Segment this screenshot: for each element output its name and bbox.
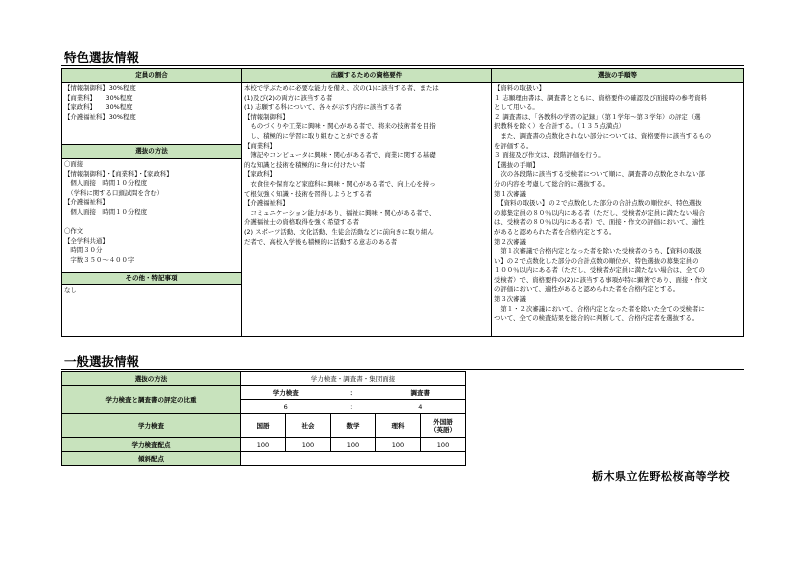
method-header: 選抜の方法 (62, 145, 242, 159)
subject-science: 理科 (376, 414, 421, 438)
procedure-line: 第１・２次審議において、合格内定となった者を除いた全ての受検者に (494, 304, 705, 313)
procedure-header: 選抜の手順等 (492, 69, 744, 83)
ratio-head-colon: ： (331, 386, 376, 400)
requirement-line: 【介護福祉科】 (244, 199, 289, 208)
procedure-line: 【資料の取扱い】 (494, 84, 546, 92)
ippan-ratio-label: 学力検査と調査書の評定の比重 (62, 386, 241, 414)
procedure-line: を評価する。 (494, 141, 533, 150)
ratio-line: 【家政科】 30%程度 (64, 103, 133, 112)
points-english: 100 (421, 438, 466, 452)
other-header: その他・特記事項 (62, 273, 242, 285)
procedure-line: 次の各段階に該当する受検者について順に、調査書の点数化されない部 (494, 170, 705, 179)
requirement-line: 【商業科】 (244, 141, 276, 150)
procedure-line: 第１次審議 (494, 189, 526, 198)
tokushoku-table (61, 68, 744, 337)
procedure-cell (492, 83, 744, 337)
procedure-line: 受検者）で、資格要件の(2)に該当する事項が特に顕著であり、面接・作文 (494, 275, 708, 284)
procedure-line: ３ 面接及び作文は、段階評価を行う。 (494, 151, 605, 160)
method-line: 時間３０分 (64, 246, 103, 255)
method-line: 【介護福祉科】 (64, 198, 109, 207)
method-cell (62, 159, 242, 273)
method-line: （学科に関する口頭試問を含む） (64, 188, 164, 197)
requirement-line: 【家政科】 (244, 170, 276, 179)
ippan-title-rule (61, 369, 744, 370)
ippan-title: 一般選抜情報 (64, 354, 140, 369)
procedure-line: があると認められた者を合格内定とする。 (494, 227, 616, 236)
subject-japanese: 国語 (241, 414, 286, 438)
procedure-line: い】の２で点数化した部分の合計点数の順位が、特色選抜の募集定員の (494, 256, 699, 265)
tokushoku-title-rule (61, 65, 744, 66)
ippan-method-value: 学力検査・調査書・集団面接 (241, 372, 466, 386)
requirement-line: 介護福祉士の資格取得を強く希望する者 (244, 218, 360, 227)
requirement-line: 簿記やコンピュータに興味・関心がある者で、商業に関する基礎 (244, 151, 436, 160)
procedure-line: ２ 調査書は、「各教科の学習の記録」（第１学年～第３学年）の評定（選 (494, 112, 701, 121)
ratio-head-right: 調査書 (376, 386, 466, 400)
points-science: 100 (376, 438, 421, 452)
tilt-value (241, 452, 466, 466)
method-line (64, 218, 239, 228)
requirement-line: 【情報制御科】 (244, 112, 289, 121)
procedure-line: 択教科を除く）を合計する。（１３５点満点） (494, 122, 626, 131)
procedure-line: また、調査書の点数化されない部分については、資格要件に該当するもの (494, 131, 712, 140)
subject-social: 社会 (286, 414, 331, 438)
requirement-line: 衣食住や保育など家庭科に興味・関心がある者で、向上心を持っ (244, 179, 436, 188)
requirement-line: 本校で学ぶために必要な能力を備え、次の(1)に該当する者、または (244, 84, 439, 92)
requirement-line: だ者で、高校入学後も積極的に活動する意志のある者 (244, 237, 398, 246)
procedure-line: １ 志願理由書は、調査書とともに、資格要件の確認及び面接時の参考資料 (494, 93, 707, 102)
requirements-header: 出願するための資格要件 (242, 69, 492, 83)
requirement-line: (1) 志願する科について、各々が示す内容に該当する者 (244, 103, 402, 112)
points-japanese: 100 (241, 438, 286, 452)
procedure-line: 【選抜の手順】 (494, 160, 539, 169)
procedure-line: の募集定員の８０％以内にある者（ただし、受検者が定員に満たない場合 (494, 208, 705, 217)
requirement-line: (2) スポーツ活動、文化活動、生徒会活動などに前向きに取り組ん (244, 227, 434, 236)
requirement-line: て根気強く知識・技術を習得しようとする者 (244, 189, 372, 198)
points-math: 100 (331, 438, 376, 452)
procedure-line: の評価において、適性があると認められた者を合格内定とする。 (494, 285, 680, 294)
ratio-left-value: 6 (241, 400, 331, 414)
requirements-cell (242, 83, 492, 337)
ratio-line: 【情報制御科】30%程度 (64, 84, 136, 92)
subject-math: 数学 (331, 414, 376, 438)
procedure-line: １００％以内にある者（ただし、受検者が定員に満たない場合は、全ての (494, 266, 705, 275)
procedure-line: 【資料の取扱い】の２で点数化した部分の合計点数の順位が、特色選抜 (494, 199, 702, 208)
method-line: 〇作文 (64, 227, 84, 236)
points-label: 学力検査配点 (62, 438, 241, 452)
method-line: 【全学科共通】 (64, 236, 109, 245)
method-line: 字数３５０～４００字 (64, 255, 135, 264)
requirement-line: ものづくりや工業に興味・関心がある者で、将来の技術者を目指 (244, 122, 436, 131)
procedure-line: として用いる。 (494, 103, 539, 112)
requirement-line: 的な知識と技術を積極的に身に付けたい者 (244, 160, 366, 169)
procedure-line: 第３次審議 (494, 295, 526, 304)
ratio-right-value: 4 (376, 400, 466, 414)
ippan-method-label: 選抜の方法 (62, 372, 241, 386)
points-social: 100 (286, 438, 331, 452)
requirement-line: し、積極的に学習に取り組むことができる者 (244, 131, 379, 140)
method-line: 〇面接 (64, 160, 84, 168)
ratio-head-left: 学力検査 (241, 386, 331, 400)
ratio-colon: ： (331, 400, 376, 414)
ratio-cell (62, 83, 242, 145)
method-line: 個人面接 時間１０分程度 (64, 179, 148, 188)
tokushoku-title: 特色選抜情報 (64, 50, 140, 65)
other-cell: なし (62, 285, 242, 337)
procedure-line: 第２次審議 (494, 237, 526, 246)
procedure-line: 分の内容を考慮して総合的に選抜する。 (494, 179, 610, 188)
ratio-line: 【介護福祉科】30%程度 (64, 112, 136, 121)
requirement-line: (1)及び(2)の両方に該当する者 (244, 93, 333, 102)
subjects-label: 学力検査 (62, 414, 241, 438)
school-name: 栃木県立佐野松桜高等学校 (592, 470, 730, 483)
method-line: 個人面接 時間１０分程度 (64, 207, 148, 216)
ratio-header: 定員の割合 (62, 69, 242, 83)
ippan-table (61, 371, 466, 466)
method-line: 【情報制御科】・【商業科】・【家政科】 (64, 169, 173, 178)
procedure-line: 第１次審議で合格内定となった者を除いた受検者のうち、【資料の取扱 (494, 247, 702, 256)
requirement-line: コミュニケーション能力があり、福祉に興味・関心がある者で、 (244, 208, 436, 217)
ratio-line: 【商業科】 30%程度 (64, 93, 133, 102)
procedure-line: は、受検者の８０％以内にある者）で、面接・作文の評価において、適性 (494, 218, 705, 227)
subject-english: 外国語 （英語） (421, 414, 466, 438)
procedure-line: ついて、全ての検査結果を総合的に判断して、合格内定者を選抜する。 (494, 314, 699, 323)
tilt-label: 傾斜配点 (62, 452, 241, 466)
